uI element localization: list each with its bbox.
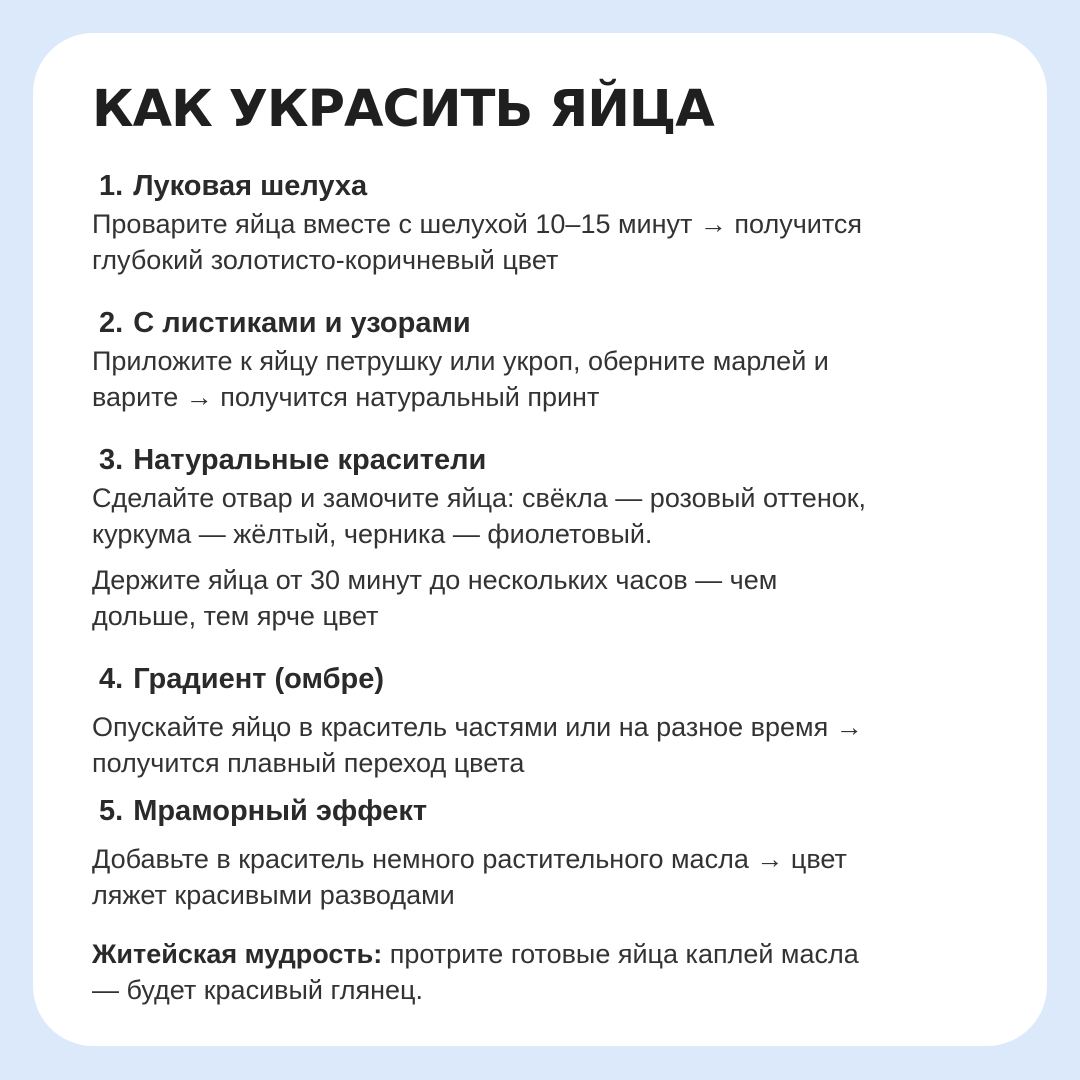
section-1-title: Луковая шелуха	[133, 170, 368, 202]
section-2-heading	[99, 305, 471, 341]
section-3-number: 3.	[99, 444, 124, 476]
section-1-paragraph	[92, 206, 862, 278]
section-2-title: С листиками и узорами	[133, 307, 471, 339]
section-5-heading	[99, 793, 427, 829]
section-3-paragraph-2	[92, 562, 777, 634]
section-3-title: Натуральные красители	[133, 444, 487, 476]
section-5-number: 5.	[99, 795, 124, 827]
section-5-line-1: Добавьте в краситель немного растительного масла → цвет	[92, 844, 847, 874]
section-5-line-2: ляжет красивыми разводами	[92, 880, 455, 910]
section-2-number: 2.	[99, 307, 124, 339]
section-3-paragraph-1	[92, 480, 866, 552]
tip-line-1	[92, 936, 859, 972]
section-3-heading	[99, 442, 486, 478]
section-4-number: 4.	[99, 663, 124, 695]
section-4-line-1: Опускайте яйцо в краситель частями или на разное время →	[92, 712, 863, 742]
section-1-number: 1.	[99, 170, 124, 202]
section-1-heading	[99, 168, 367, 204]
section-2-line-2: варите → получится натуральный принт	[92, 382, 600, 412]
section-4-title: Градиент (омбре)	[133, 663, 384, 695]
tip-line-2: — будет красивый глянец.	[92, 975, 424, 1005]
section-2-paragraph	[92, 343, 829, 415]
tip-text: протрите готовые яйца каплей масла	[389, 939, 859, 969]
page-title: КАК УКРАСИТЬ ЯЙЦА	[92, 80, 714, 139]
section-4-line-2: получится плавный переход цвета	[92, 748, 525, 778]
section-4-heading	[99, 661, 384, 697]
section-1-line-1: Проварите яйца вместе с шелухой 10–15 минут → получится	[92, 209, 863, 239]
section-5-paragraph	[92, 841, 847, 913]
section-3-p1-line-2: куркума — жёлтый, черника — фиолетовый.	[92, 519, 653, 549]
section-4-paragraph	[92, 709, 863, 781]
section-2-line-1: Приложите к яйцу петрушку или укроп, оберните марлей и	[92, 346, 829, 376]
section-3-p2-line-2: дольше, тем ярче цвет	[92, 601, 379, 631]
section-1-line-2: глубокий золотисто-коричневый цвет	[92, 245, 559, 275]
tip-label: Житейская мудрость:	[92, 939, 383, 969]
section-3-p1-line-1: Сделайте отвар и замочите яйца: свёкла — розовый оттенок,	[92, 483, 867, 513]
tip-paragraph	[92, 936, 859, 1008]
section-3-p2-line-1: Держите яйца от 30 минут до нескольких часов — чем	[92, 565, 778, 595]
section-5-title: Мраморный эффект	[133, 795, 428, 827]
